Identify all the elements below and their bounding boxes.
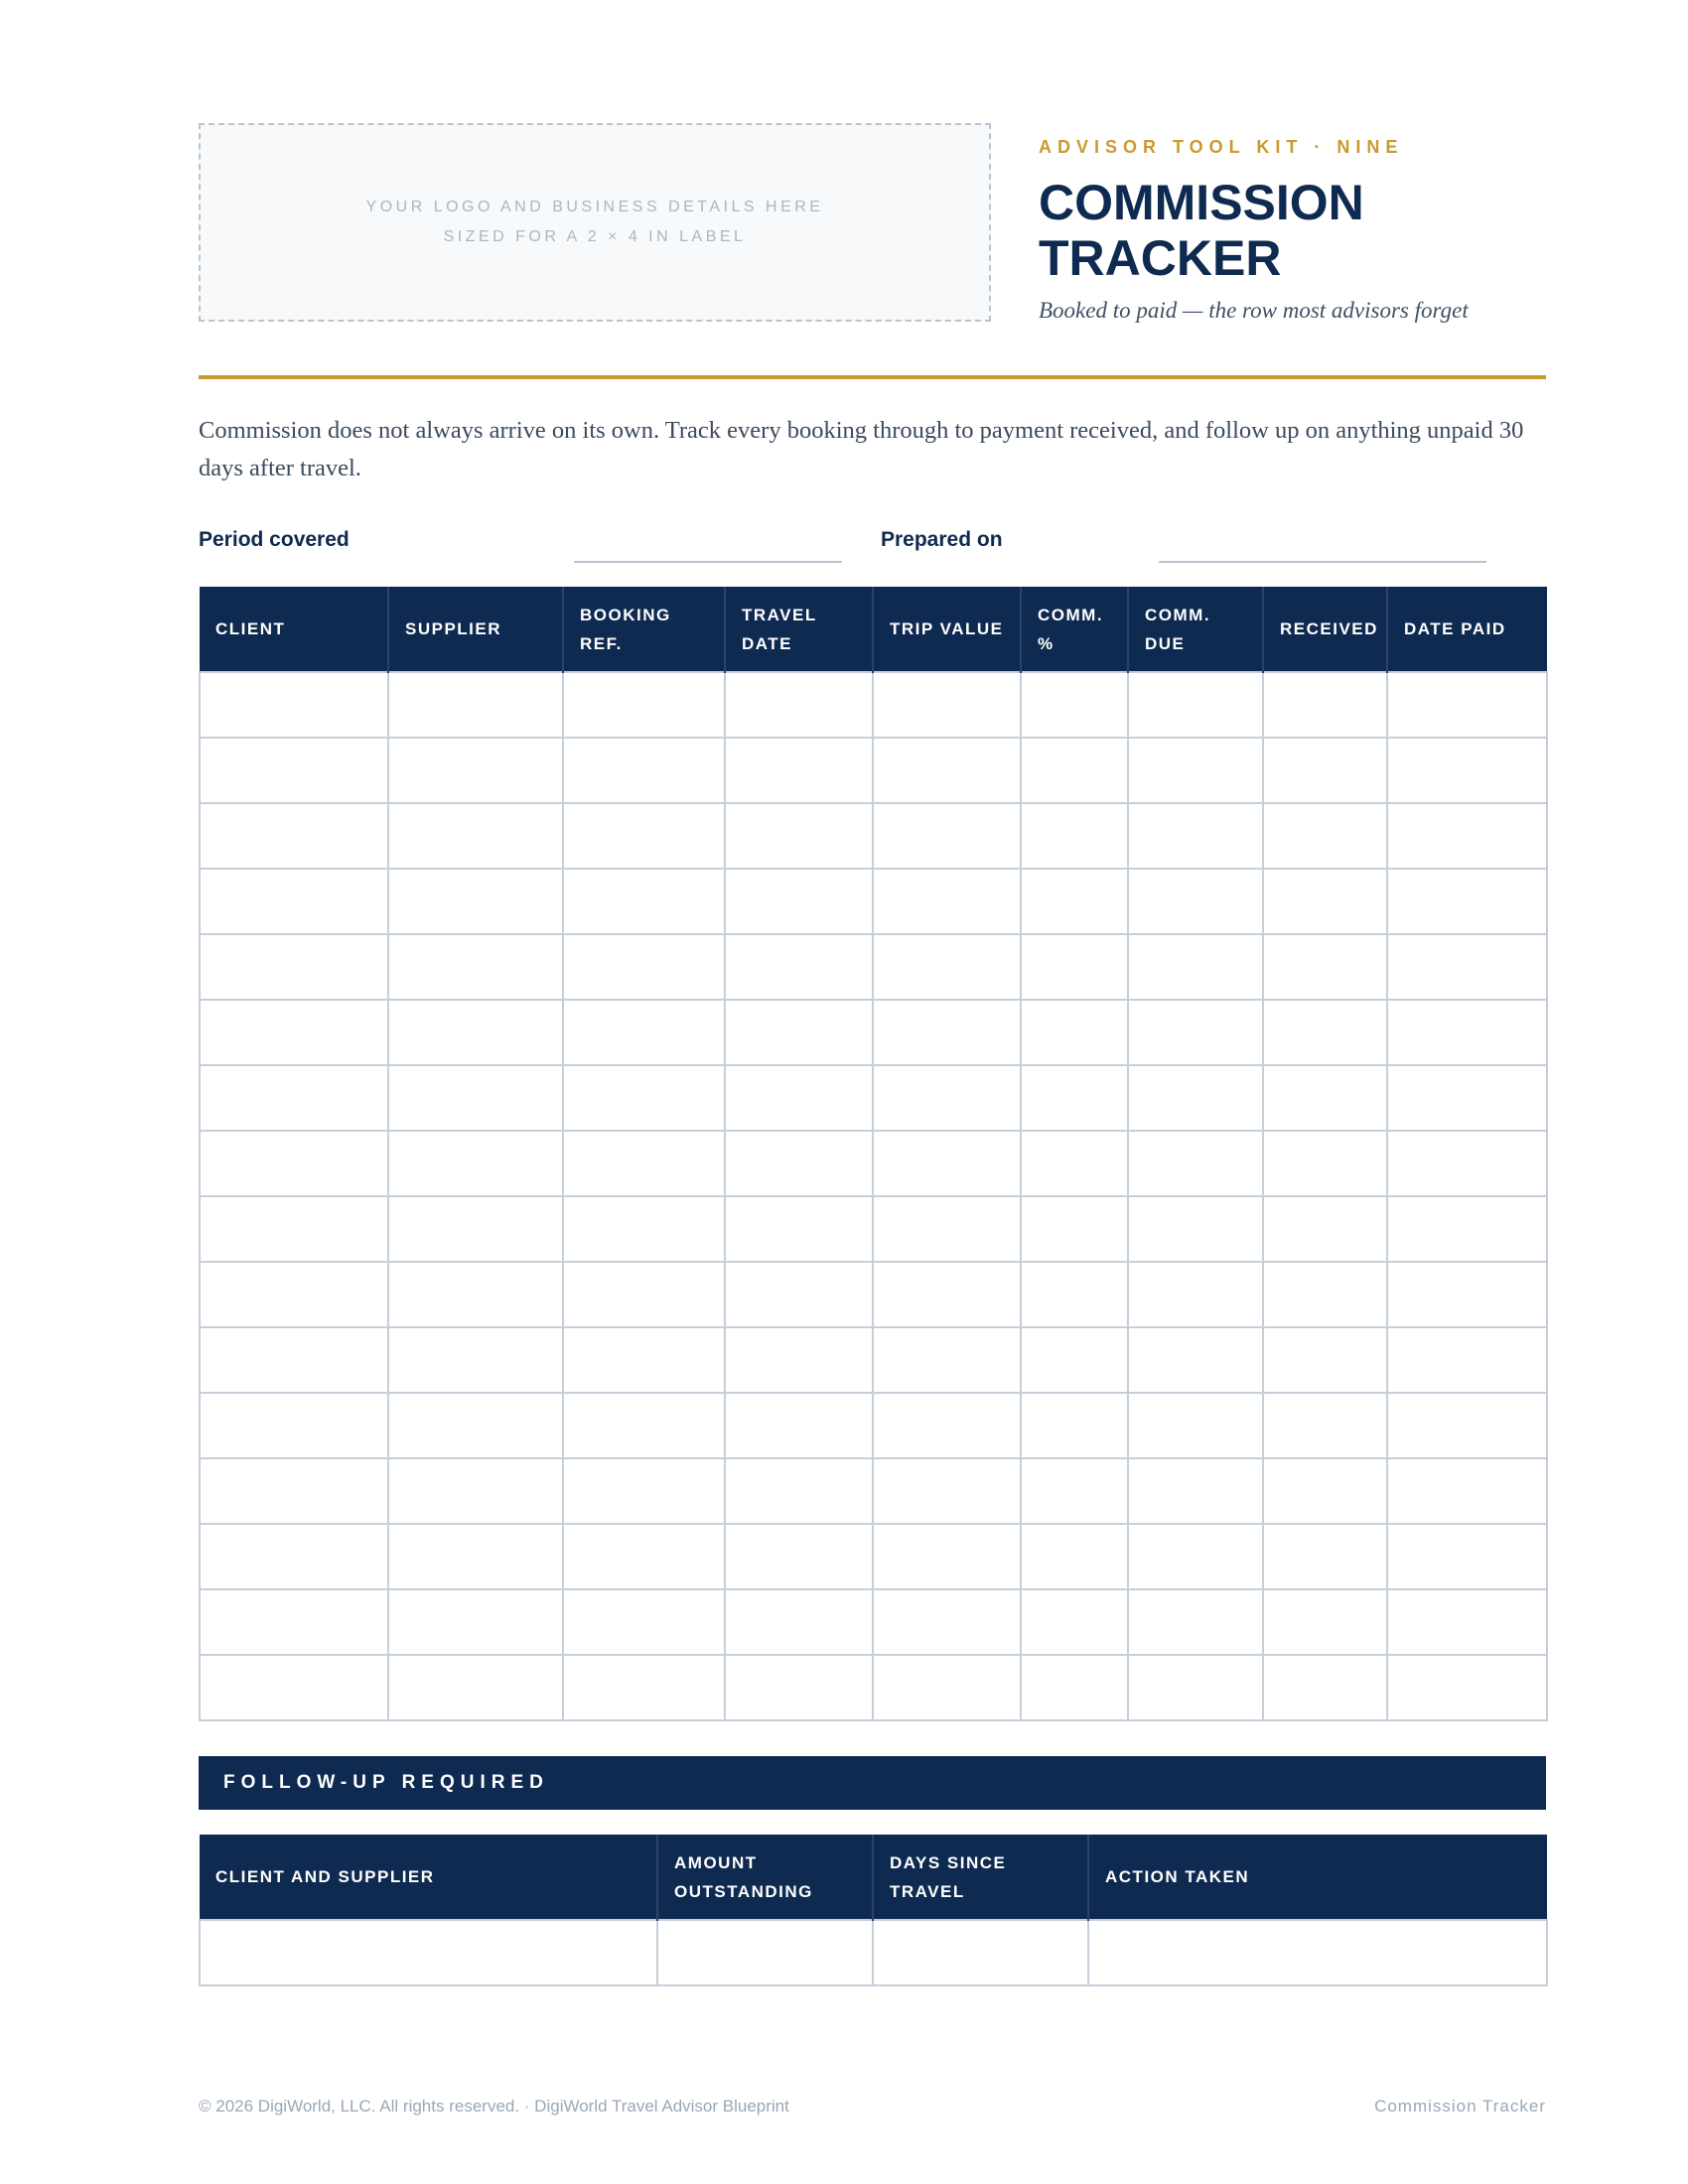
table-cell[interactable] [873, 672, 1021, 738]
table-cell[interactable] [1021, 1458, 1128, 1524]
period-covered-label: Period covered [199, 528, 350, 551]
table-row [200, 1589, 1547, 1655]
footer-title: Commission Tracker [1374, 2097, 1546, 2116]
table-cell[interactable] [1128, 1458, 1263, 1524]
table-cell[interactable] [873, 869, 1021, 934]
table-cell[interactable] [1263, 1327, 1387, 1393]
table-cell[interactable] [563, 1655, 725, 1720]
table-cell[interactable] [388, 1393, 563, 1458]
table-cell[interactable] [873, 1065, 1021, 1131]
table-cell[interactable] [200, 1131, 388, 1196]
table-cell[interactable] [1021, 1589, 1128, 1655]
table-cell[interactable] [1021, 1524, 1128, 1589]
table-cell[interactable] [200, 1589, 388, 1655]
table-row [200, 803, 1547, 869]
table-cell[interactable] [1387, 1262, 1547, 1327]
table-cell[interactable] [1128, 869, 1263, 934]
table-cell[interactable] [388, 1327, 563, 1393]
table-cell[interactable] [563, 1262, 725, 1327]
footer-copyright: © 2026 DigiWorld, LLC. All rights reserved. · DigiWorld Travel Advisor Blueprint [199, 2097, 789, 2116]
table-cell[interactable] [1021, 869, 1128, 934]
table-cell[interactable] [873, 1589, 1021, 1655]
table-cell[interactable] [1021, 1262, 1128, 1327]
table-cell[interactable] [563, 1131, 725, 1196]
table-cell[interactable] [563, 934, 725, 1000]
table-cell[interactable] [1263, 1262, 1387, 1327]
table-cell[interactable] [1387, 1000, 1547, 1065]
table-row [200, 1196, 1547, 1262]
table-row [200, 1065, 1547, 1131]
table-cell[interactable] [1263, 1589, 1387, 1655]
table-row [200, 1458, 1547, 1524]
table-cell[interactable] [200, 672, 388, 738]
table-cell[interactable] [388, 1524, 563, 1589]
table-cell[interactable] [1088, 1920, 1547, 1985]
table-cell[interactable] [200, 1065, 388, 1131]
table-cell[interactable] [1021, 1131, 1128, 1196]
table-cell[interactable] [563, 1065, 725, 1131]
col-action-taken: ACTION TAKEN [1088, 1835, 1547, 1920]
table-cell[interactable] [725, 869, 873, 934]
table-row [200, 738, 1547, 803]
logo-placeholder-line1: YOUR LOGO AND BUSINESS DETAILS HERE [365, 199, 824, 215]
table-cell[interactable] [1263, 1131, 1387, 1196]
period-covered-field[interactable] [574, 561, 842, 563]
logo-placeholder [199, 123, 991, 322]
table-cell[interactable] [388, 1000, 563, 1065]
table-cell[interactable] [725, 1524, 873, 1589]
col-days-since-travel: DAYS SINCE TRAVEL [873, 1835, 1088, 1920]
table-cell[interactable] [1263, 1524, 1387, 1589]
subtitle: Booked to paid — the row most advisors forget [1039, 298, 1469, 323]
table-cell[interactable] [1263, 738, 1387, 803]
table-cell[interactable] [1387, 1655, 1547, 1720]
table-cell[interactable] [388, 1589, 563, 1655]
table-cell[interactable] [200, 1000, 388, 1065]
table-cell[interactable] [200, 1920, 657, 1985]
table-cell[interactable] [1128, 1196, 1263, 1262]
table-cell[interactable] [1021, 934, 1128, 1000]
table-cell[interactable] [1128, 1524, 1263, 1589]
table-cell[interactable] [725, 1589, 873, 1655]
table-row [200, 1327, 1547, 1393]
table-cell[interactable] [1387, 869, 1547, 934]
table-cell[interactable] [1128, 1065, 1263, 1131]
table-cell[interactable] [725, 1131, 873, 1196]
table-cell[interactable] [725, 1065, 873, 1131]
table-cell[interactable] [1387, 1196, 1547, 1262]
table-cell[interactable] [725, 803, 873, 869]
table-cell[interactable] [725, 1655, 873, 1720]
prepared-on-field[interactable] [1159, 561, 1486, 563]
table-cell[interactable] [388, 1196, 563, 1262]
table-cell[interactable] [563, 1524, 725, 1589]
table-cell[interactable] [873, 1262, 1021, 1327]
col-comm-percent: COMM. % [1021, 587, 1128, 672]
table-cell[interactable] [873, 1000, 1021, 1065]
table-cell[interactable] [563, 1327, 725, 1393]
title-line2: TRACKER [1039, 230, 1282, 286]
table-cell[interactable] [1387, 1065, 1547, 1131]
table-cell[interactable] [873, 934, 1021, 1000]
table-row [200, 672, 1547, 738]
table-cell[interactable] [873, 1524, 1021, 1589]
table-cell[interactable] [563, 1458, 725, 1524]
table-cell[interactable] [563, 1589, 725, 1655]
table-cell[interactable] [388, 1655, 563, 1720]
table-cell[interactable] [563, 1393, 725, 1458]
logo-placeholder-line2: SIZED FOR A 2 × 4 IN LABEL [443, 228, 747, 245]
table-cell[interactable] [725, 1262, 873, 1327]
col-supplier: SUPPLIER [388, 587, 563, 672]
table-cell[interactable] [1128, 803, 1263, 869]
table-cell[interactable] [1021, 1393, 1128, 1458]
col-date-paid: DATE PAID [1387, 587, 1547, 672]
table-row [200, 1524, 1547, 1589]
table-cell[interactable] [1263, 1655, 1387, 1720]
table-cell[interactable] [388, 1065, 563, 1131]
table-cell[interactable] [1128, 1655, 1263, 1720]
table-cell[interactable] [1263, 1458, 1387, 1524]
col-travel-date: TRAVEL DATE [725, 587, 873, 672]
table-cell[interactable] [388, 934, 563, 1000]
table-cell[interactable] [563, 1000, 725, 1065]
intro-text: Commission does not always arrive on its own. Track every booking through to payment received, and follow up on anything unpaid 30 days after travel. [199, 417, 1524, 481]
table-cell[interactable] [1021, 1196, 1128, 1262]
commission-table-header [200, 587, 1547, 672]
follow-up-table-header [200, 1835, 1547, 1920]
table-cell[interactable] [1263, 1196, 1387, 1262]
follow-up-table [199, 1835, 1548, 1986]
table-cell[interactable] [1387, 1524, 1547, 1589]
kicker: ADVISOR TOOL KIT · NINE [1039, 137, 1404, 157]
table-cell[interactable] [1128, 1589, 1263, 1655]
table-cell[interactable] [1263, 869, 1387, 934]
table-cell[interactable] [200, 1524, 388, 1589]
table-cell[interactable] [725, 934, 873, 1000]
title-line1: COMMISSION [1039, 175, 1364, 230]
table-cell[interactable] [873, 738, 1021, 803]
col-comm-due: COMM. DUE [1128, 587, 1263, 672]
table-cell[interactable] [873, 1327, 1021, 1393]
table-cell[interactable] [657, 1920, 873, 1985]
table-cell[interactable] [1021, 1327, 1128, 1393]
page-title [1039, 175, 1535, 286]
col-client: CLIENT [200, 587, 388, 672]
table-cell[interactable] [388, 1458, 563, 1524]
table-cell[interactable] [1128, 672, 1263, 738]
table-cell[interactable] [1387, 934, 1547, 1000]
col-amount-outstanding: AMOUNT OUTSTANDING [657, 1835, 873, 1920]
table-cell[interactable] [563, 869, 725, 934]
table-cell[interactable] [1021, 738, 1128, 803]
table-cell[interactable] [200, 869, 388, 934]
gold-divider [199, 375, 1546, 379]
table-cell[interactable] [1128, 1000, 1263, 1065]
col-trip-value: TRIP VALUE [873, 587, 1021, 672]
table-cell[interactable] [1021, 1655, 1128, 1720]
table-cell[interactable] [200, 1458, 388, 1524]
table-cell[interactable] [388, 672, 563, 738]
table-row [200, 1262, 1547, 1327]
table-cell[interactable] [725, 1000, 873, 1065]
table-cell[interactable] [1021, 1000, 1128, 1065]
table-cell[interactable] [1128, 738, 1263, 803]
follow-up-section-title: FOLLOW-UP REQUIRED [199, 1756, 1546, 1810]
table-cell[interactable] [563, 803, 725, 869]
table-cell[interactable] [1263, 1393, 1387, 1458]
table-cell[interactable] [1263, 803, 1387, 869]
table-cell[interactable] [1021, 803, 1128, 869]
table-cell[interactable] [200, 1327, 388, 1393]
table-cell[interactable] [1387, 1589, 1547, 1655]
table-cell[interactable] [200, 1196, 388, 1262]
table-cell[interactable] [1021, 672, 1128, 738]
table-cell[interactable] [725, 672, 873, 738]
col-booking-ref: BOOKING REF. [563, 587, 725, 672]
table-cell[interactable] [1387, 1131, 1547, 1196]
table-cell[interactable] [1263, 672, 1387, 738]
prepared-on-label: Prepared on [881, 528, 1003, 551]
table-cell[interactable] [873, 803, 1021, 869]
table-cell[interactable] [200, 1393, 388, 1458]
table-cell[interactable] [563, 672, 725, 738]
table-cell[interactable] [725, 1458, 873, 1524]
table-cell[interactable] [725, 1327, 873, 1393]
table-cell[interactable] [1387, 1393, 1547, 1458]
table-cell[interactable] [388, 1131, 563, 1196]
table-cell[interactable] [200, 1655, 388, 1720]
table-cell[interactable] [873, 1458, 1021, 1524]
table-cell[interactable] [1263, 1000, 1387, 1065]
table-cell[interactable] [1128, 1327, 1263, 1393]
table-row [200, 1655, 1547, 1720]
table-cell[interactable] [725, 1196, 873, 1262]
table-cell[interactable] [388, 803, 563, 869]
table-cell[interactable] [1128, 934, 1263, 1000]
table-cell[interactable] [1263, 1065, 1387, 1131]
table-cell[interactable] [388, 1262, 563, 1327]
table-cell[interactable] [725, 738, 873, 803]
table-cell[interactable] [200, 803, 388, 869]
table-row [200, 934, 1547, 1000]
table-cell[interactable] [1387, 803, 1547, 869]
table-cell[interactable] [873, 1131, 1021, 1196]
table-cell[interactable] [873, 1196, 1021, 1262]
table-cell[interactable] [1387, 738, 1547, 803]
table-row [200, 1920, 1547, 1985]
col-client-and-supplier: CLIENT AND SUPPLIER [200, 1835, 657, 1920]
table-cell[interactable] [873, 1655, 1021, 1720]
commission-table [199, 587, 1548, 1721]
table-cell[interactable] [1021, 1065, 1128, 1131]
table-row [200, 869, 1547, 934]
table-cell[interactable] [388, 869, 563, 934]
table-cell[interactable] [563, 738, 725, 803]
table-cell[interactable] [1128, 1262, 1263, 1327]
table-cell[interactable] [1128, 1131, 1263, 1196]
table-cell[interactable] [1263, 934, 1387, 1000]
table-cell[interactable] [200, 934, 388, 1000]
table-cell[interactable] [1387, 1458, 1547, 1524]
table-cell[interactable] [873, 1920, 1088, 1985]
table-cell[interactable] [200, 1262, 388, 1327]
table-cell[interactable] [200, 738, 388, 803]
table-row [200, 1393, 1547, 1458]
table-row [200, 1000, 1547, 1065]
table-row [200, 1131, 1547, 1196]
table-cell[interactable] [873, 1393, 1021, 1458]
col-received: RECEIVED [1263, 587, 1387, 672]
table-cell[interactable] [1387, 672, 1547, 738]
table-cell[interactable] [725, 1393, 873, 1458]
table-cell[interactable] [388, 738, 563, 803]
table-cell[interactable] [1128, 1393, 1263, 1458]
table-cell[interactable] [1387, 1327, 1547, 1393]
table-cell[interactable] [563, 1196, 725, 1262]
